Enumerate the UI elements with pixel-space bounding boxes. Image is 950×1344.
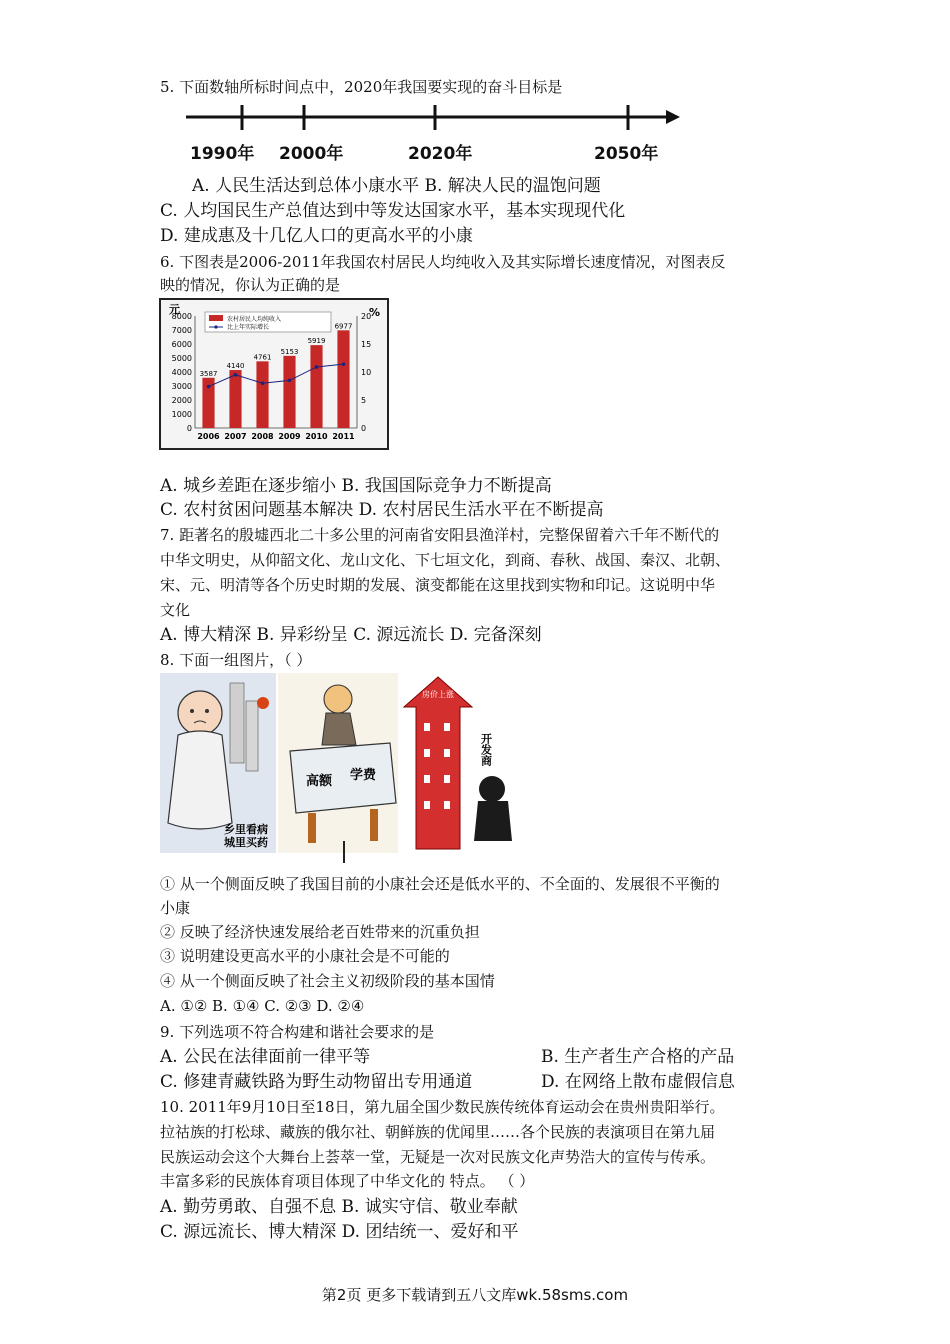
y-left-tick-label: 8000: [171, 312, 192, 321]
y-left-tick-label: 0: [186, 424, 192, 433]
q10-line4: 丰富多彩的民族体育项目体现了中华文化的 特点。 （ ）: [160, 1172, 535, 1190]
q6-stem-line1: 6. 下图表是2006-2011年我国农村居民人均纯收入及其实际增长速度情况，对图表反: [160, 253, 726, 271]
q5-option-d: D. 建成惠及十几亿人口的更高水平的小康: [160, 226, 473, 246]
q10-line1: 10. 2011年9月10日至18日，第九届全国少数民族传统体育运动会在贵州贵阳举行。: [160, 1098, 725, 1116]
bar-value-label: 4761: [253, 353, 272, 362]
q5-option-c: C. 人均国民生产总值达到中等发达国家水平，基本实现现代化: [160, 201, 626, 221]
timeline-label-2020: 2020年: [408, 144, 473, 164]
x-tick-label: 2008: [251, 432, 274, 441]
y-left-tick-label: 3000: [171, 382, 192, 391]
q6-options-cd: C. 农村贫困问题基本解决 D. 农村居民生活水平在不断提高: [160, 500, 604, 520]
legend-bar-swatch: [209, 315, 223, 321]
legend-line-label: 比上年实际增长: [227, 324, 270, 331]
q5-options-ab: A. 人民生活达到总体小康水平 B. 解决人民的温饱问题: [192, 176, 601, 196]
q8-statement-4: ④ 从一个侧面反映了社会主义初级阶段的基本国情: [160, 972, 495, 990]
q10-options-ab: A. 勤劳勇敢、自强不息 B. 诚实守信、敬业奉献: [160, 1197, 518, 1217]
cartoon2-caption-2: 学费: [350, 768, 377, 783]
q7-line4: 文化: [160, 601, 191, 619]
y-left-tick-label: 4000: [171, 368, 192, 377]
x-tick-label: 2006: [197, 432, 220, 441]
y-left-tick-label: 2000: [171, 396, 192, 405]
q8-statement-1a: ① 从一个侧面反映了我国目前的小康社会还是低水平的、不全面的、发展很不平衡的: [160, 875, 720, 893]
income-bar: [229, 370, 241, 428]
growth-point: [207, 385, 211, 389]
income-bar: [256, 361, 268, 428]
q9-option-a: A. 公民在法律面前一律平等: [160, 1047, 371, 1067]
income-bar: [310, 345, 322, 428]
q9-option-d: D. 在网络上散布虚假信息: [541, 1072, 735, 1092]
y-left-unit: 元: [169, 303, 180, 316]
x-tick-label: 2011: [332, 432, 355, 441]
cartoon3-arrow-label: 房价上涨: [422, 690, 454, 699]
y-left-tick-label: 7000: [171, 326, 192, 335]
growth-point: [315, 365, 319, 369]
timeline-label-2000: 2000年: [279, 144, 344, 164]
q8-options: A. ①② B. ①④ C. ②③ D. ②④: [160, 997, 365, 1015]
q9-option-b: B. 生产者生产合格的产品: [541, 1047, 735, 1067]
legend-line-marker: [214, 325, 217, 328]
bar-value-label: 6977: [334, 322, 353, 331]
growth-point: [288, 379, 292, 383]
cartoon1-caption-1: 乡里看病: [224, 823, 268, 836]
y-right-tick-label: 15: [361, 340, 372, 349]
q8-stem: 8. 下面一组图片，（ ）: [160, 651, 312, 669]
y-right-tick-label: 10: [361, 368, 372, 377]
x-tick-label: 2010: [305, 432, 328, 441]
y-right-unit: %: [369, 306, 381, 319]
bar-value-label: 3587: [199, 369, 218, 378]
q8-statement-3: ③ 说明建设更高水平的小康社会是不可能的: [160, 947, 450, 965]
q10-line2: 拉祜族的打松球、藏族的俄尔社、朝鲜族的优闻里……各个民族的表演项目在第九届: [160, 1123, 716, 1141]
q8-statement-1b: 小康: [160, 899, 191, 917]
bar-value-label: 5919: [307, 337, 326, 346]
q5-stem: 5. 下面数轴所标时间点中，2020年我国要实现的奋斗目标是: [160, 78, 563, 96]
income-bar: [337, 330, 349, 428]
legend-bar-label: 农村居民人均纯收入: [227, 316, 282, 323]
y-right-tick-label: 0: [361, 424, 367, 433]
q10-options-cd: C. 源远流长、博大精深 D. 团结统一、爱好和平: [160, 1222, 519, 1242]
y-right-tick-label: 20: [361, 312, 372, 321]
q7-options: A. 博大精深 B. 异彩纷呈 C. 源远流长 D. 完备深刻: [160, 625, 542, 645]
growth-point: [261, 381, 265, 385]
page-footer: 第2页 更多下载请到五八文库wk.58sms.com: [321, 1286, 629, 1304]
q6-stem-line2: 映的情况，你认为正确的是: [160, 276, 341, 294]
q8-cartoon-group: [160, 673, 522, 863]
q7-line3: 宋、元、明清等各个历史时期的发展、演变都能在这里找到实物和印记。这说明中华: [160, 576, 716, 594]
timeline-label-1990: 1990年: [190, 144, 255, 164]
cartoon3-caption: 开发商: [479, 733, 493, 766]
q7-line1: 7. 距著名的殷墟西北二十多公里的河南省安阳县渔洋村，完整保留着六千年不断代的: [160, 526, 720, 544]
bar-value-label: 5153: [280, 347, 299, 356]
q10-line3: 民族运动会这个大舞台上荟萃一堂，无疑是一次对民族文化声势浩大的宣传与传承。: [160, 1148, 716, 1166]
cartoon1-caption-2: 城里买药: [224, 836, 268, 849]
q8-statement-2: ② 反映了经济快速发展给老百姓带来的沉重负担: [160, 923, 480, 941]
x-tick-label: 2007: [224, 432, 247, 441]
q9-stem: 9. 下列选项不符合构建和谐社会要求的是: [160, 1023, 435, 1041]
growth-point: [234, 373, 238, 377]
x-tick-label: 2009: [278, 432, 301, 441]
growth-point: [342, 362, 346, 366]
y-left-tick-label: 6000: [171, 340, 192, 349]
timeline-label-2050: 2050年: [594, 144, 659, 164]
q7-line2: 中华文明史，从仰韶文化、龙山文化、下七垣文化，到商、春秋、战国、秦汉、北朝、: [160, 551, 731, 569]
y-right-tick-label: 5: [361, 396, 367, 405]
income-bar: [283, 356, 295, 428]
cartoon1-body: [168, 731, 232, 829]
chart-svg: [161, 300, 387, 448]
q9-option-c: C. 修建青藏铁路为野生动物留出专用通道: [160, 1072, 473, 1092]
cartoon2-caption-1: 高额: [306, 774, 333, 789]
income-chart: [159, 298, 389, 450]
q6-options-ab: A. 城乡差距在逐步缩小 B. 我国国际竞争力不断提高: [160, 476, 552, 496]
bar-value-label: 4140: [226, 362, 245, 371]
y-left-tick-label: 1000: [171, 410, 192, 419]
y-left-tick-label: 5000: [171, 354, 192, 363]
cartoon1-head: [178, 691, 222, 735]
cartoon-svg: [160, 673, 522, 863]
